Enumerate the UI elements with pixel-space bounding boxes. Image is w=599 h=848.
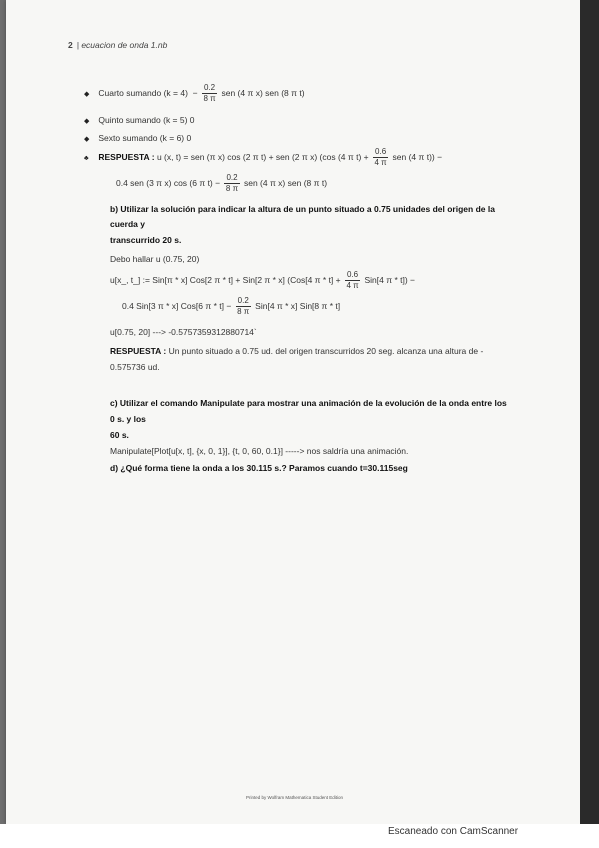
question-b-line-3: transcurrido 20 s.: [110, 235, 182, 245]
fraction: $\frac{0.6}{4 \pi}$: [346, 270, 359, 290]
question-b-line-1: b) Utilizar la solución para indicar la altura de un punto situado a 0.75 unidades del origen de la: [110, 204, 495, 214]
bullet-sexto-sumando: ◆ Sexto sumando (k = 6) 0: [84, 133, 192, 143]
bullet-cuarto-sumando: ◆ Cuarto sumando (k = 4) − $\frac{0.2}{8 \pi}$ sen (4 π x) sen (8 π t): [84, 83, 305, 103]
question-b-line-2: cuerda y: [110, 219, 145, 229]
fraction: $\frac{0.2}{8 \pi}$: [203, 83, 216, 103]
respuesta-line-2: 0.4 sen (3 π x) cos (6 π t) − $\frac{0.2}{8 \pi}$ sen (4 π x) sen (8 π t): [116, 173, 328, 193]
page-number: 2: [68, 40, 73, 50]
fraction: $\frac{0.2}{8 \pi}$: [225, 173, 239, 193]
respuesta-line-1: ♣ RESPUESTA : u (x, t) = sen (π x) cos (2 π t) + sen (2 π x) (cos (4 π t) + $\frac{0.6}{4 \pi}$ sen (4 π t)) −: [84, 147, 443, 167]
code-line-2: 0.4 Sin[3 π * x] Cos[6 π * t] − $\frac{0.2}{8 \pi}$ Sin[4 π * x] Sin[8 π * t]: [122, 296, 341, 316]
scan-edge-shadow: [580, 0, 599, 824]
diamond-bullet-icon: ◆: [84, 90, 90, 98]
page-header: 2 | ecuacion de onda 1.nb: [68, 40, 168, 50]
fraction: $\frac{0.6}{4 \pi}$: [374, 147, 387, 167]
scanner-watermark: Escaneado con CamScanner: [388, 826, 519, 837]
respuesta-b-line-2: 0.575736 ud.: [110, 362, 160, 372]
debo-hallar: Debo hallar u (0.75, 20): [110, 254, 200, 264]
diamond-bullet-icon: ◆: [84, 136, 90, 143]
diamond-bullet-icon: ◆: [84, 118, 90, 125]
question-c-line-2: 0 s. y los: [110, 414, 146, 424]
question-c-line-3: 60 s.: [110, 430, 129, 440]
club-bullet-icon: ♣: [84, 154, 89, 162]
question-c-line-1: c) Utilizar el comando Manipulate para mostrar una animación de la evolución de la onda entre los: [110, 398, 507, 408]
code-line-1: u[x_, t_] := Sin[π * x] Cos[2 π * t] + Sin[2 π * x] (Cos[4 π * t] + $\frac{0.6}{4 \pi}$ Sin[4 π * t]) −: [110, 270, 416, 290]
page-footer: Printed by Wolfram Mathematica Student Edition: [246, 795, 343, 800]
u-evaluation: u[0.75, 20] ---> -0.5757359312880714`: [110, 327, 257, 337]
question-d: d) ¿Qué forma tiene la onda a los 30.115 s.? Paramos cuando t=30.115seg: [110, 463, 408, 473]
bullet-quinto-sumando: ◆ Quinto sumando (k = 5) 0: [84, 115, 195, 125]
manipulate-command: Manipulate[Plot[u[x, t], {x, 0, 1}], {t, 0, 60, 0.1}] -----> nos saldría una animación.: [110, 446, 409, 456]
document-page: [6, 0, 580, 824]
header-title: ecuacion de onda 1.nb: [81, 40, 168, 50]
respuesta-b-line-1: RESPUESTA : Un punto situado a 0.75 ud. del origen transcurridos 20 seg. alcanza una altura de -: [110, 346, 484, 356]
fraction: $\frac{0.2}{8 \pi}$: [237, 296, 250, 316]
